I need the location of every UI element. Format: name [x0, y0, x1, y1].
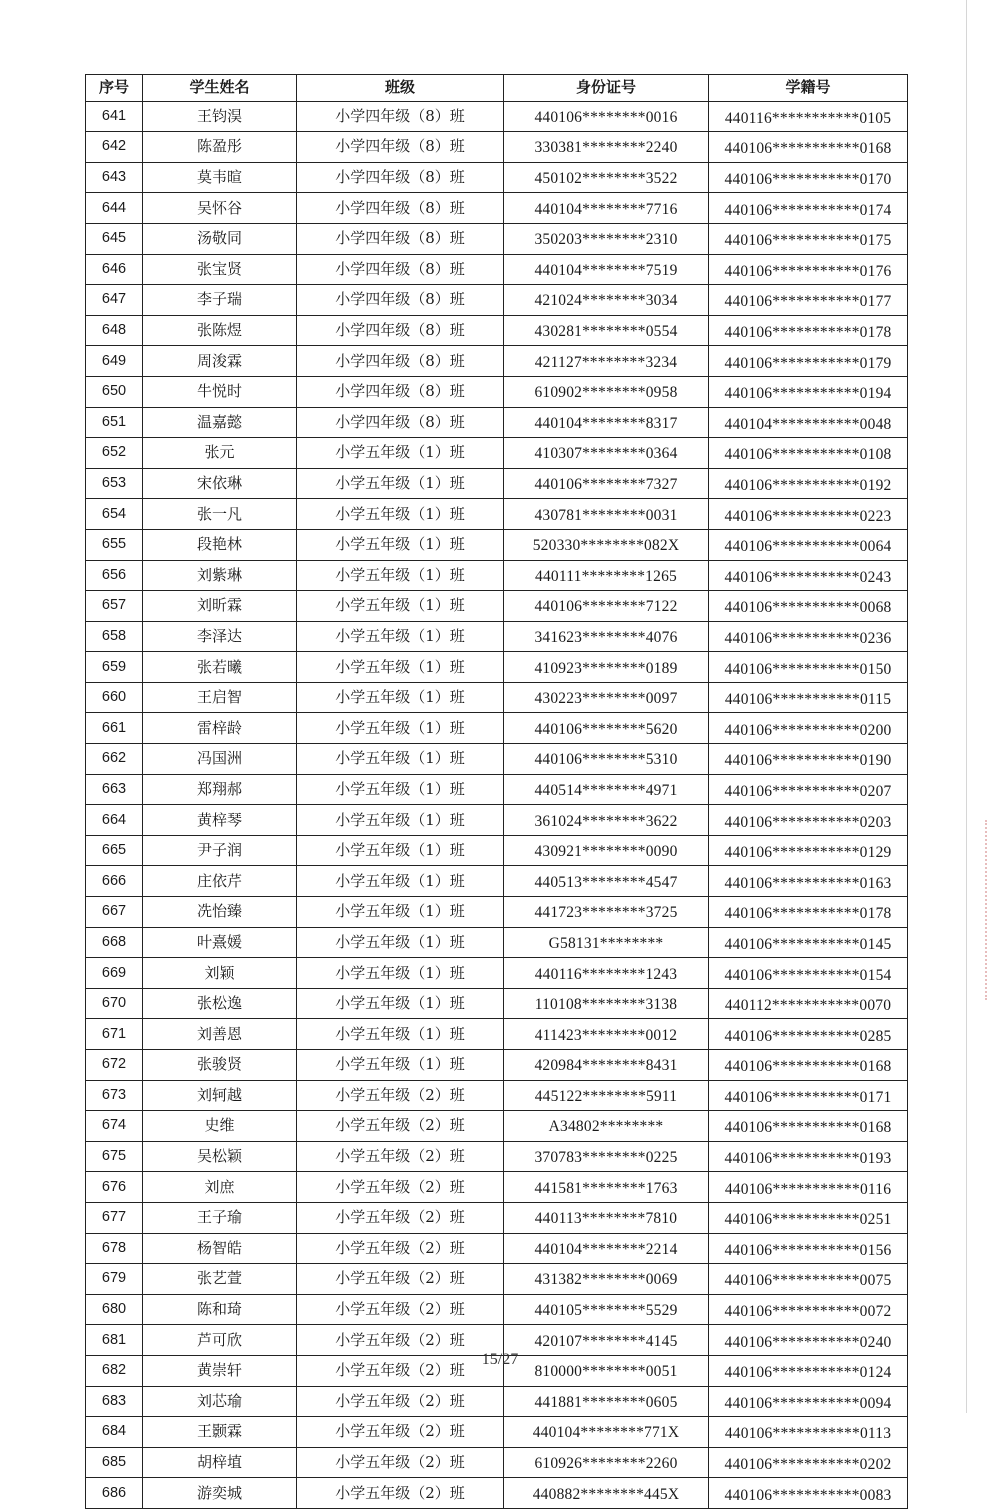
index-cell: 668 — [86, 927, 143, 958]
id-number-cell: 440882********445X — [504, 1478, 709, 1509]
id-number-cell: 440104********8317 — [504, 407, 709, 438]
table-row — [86, 1141, 908, 1172]
table-body — [86, 101, 908, 1508]
table-row — [86, 499, 908, 530]
table-row — [86, 162, 908, 193]
student-name-cell: 黄梓琴 — [143, 805, 297, 836]
student-name-cell: 刘颖 — [143, 958, 297, 989]
id-number-cell: 430223********0097 — [504, 682, 709, 713]
class-cell: 小学五年级（1）班 — [297, 591, 504, 622]
registry-number-cell: 440106***********0163 — [709, 866, 908, 897]
registry-number-cell: 440106***********0193 — [709, 1141, 908, 1172]
table-row — [86, 1386, 908, 1417]
stamp-mark — [985, 820, 995, 1000]
class-cell: 小学四年级（8）班 — [297, 162, 504, 193]
header-class: 班级 — [297, 75, 504, 102]
registry-number-cell: 440106***********0170 — [709, 162, 908, 193]
id-number-cell: 411423********0012 — [504, 1019, 709, 1050]
class-cell: 小学五年级（1）班 — [297, 529, 504, 560]
index-cell: 642 — [86, 132, 143, 163]
table-row — [86, 1111, 908, 1142]
class-cell: 小学五年级（2）班 — [297, 1478, 504, 1509]
id-number-cell: 341623********4076 — [504, 621, 709, 652]
student-name-cell: 温嘉懿 — [143, 407, 297, 438]
index-cell: 672 — [86, 1050, 143, 1081]
student-name-cell: 冯国洲 — [143, 744, 297, 775]
id-number-cell: 431382********0069 — [504, 1264, 709, 1295]
id-number-cell: 440105********5529 — [504, 1294, 709, 1325]
class-cell: 小学四年级（8）班 — [297, 407, 504, 438]
index-cell: 683 — [86, 1386, 143, 1417]
registry-number-cell: 440106***********0156 — [709, 1233, 908, 1264]
index-cell: 666 — [86, 866, 143, 897]
class-cell: 小学五年级（1）班 — [297, 682, 504, 713]
class-cell: 小学五年级（1）班 — [297, 897, 504, 928]
registry-number-cell: 440106***********0124 — [709, 1355, 908, 1386]
class-cell: 小学五年级（2）班 — [297, 1264, 504, 1295]
student-name-cell: 史维 — [143, 1111, 297, 1142]
index-cell: 665 — [86, 835, 143, 866]
student-name-cell: 胡梓埴 — [143, 1447, 297, 1478]
id-number-cell: 440106********5310 — [504, 744, 709, 775]
class-cell: 小学四年级（8）班 — [297, 346, 504, 377]
class-cell: 小学五年级（2）班 — [297, 1111, 504, 1142]
class-cell: 小学五年级（2）班 — [297, 1080, 504, 1111]
registry-number-cell: 440106***********0200 — [709, 713, 908, 744]
index-cell: 684 — [86, 1417, 143, 1448]
class-cell: 小学五年级（1）班 — [297, 744, 504, 775]
id-number-cell: 421024********3034 — [504, 285, 709, 316]
index-cell: 680 — [86, 1294, 143, 1325]
registry-number-cell: 440106***********0203 — [709, 805, 908, 836]
class-cell: 小学五年级（2）班 — [297, 1386, 504, 1417]
registry-number-cell: 440106***********0177 — [709, 285, 908, 316]
student-name-cell: 王子瑜 — [143, 1202, 297, 1233]
class-cell: 小学四年级（8）班 — [297, 315, 504, 346]
class-cell: 小学五年级（1）班 — [297, 499, 504, 530]
class-cell: 小学五年级（1）班 — [297, 560, 504, 591]
student-name-cell: 刘轲越 — [143, 1080, 297, 1111]
table-row — [86, 1202, 908, 1233]
registry-number-cell: 440106***********0194 — [709, 376, 908, 407]
student-name-cell: 张骏贤 — [143, 1050, 297, 1081]
index-cell: 664 — [86, 805, 143, 836]
registry-number-cell: 440106***********0202 — [709, 1447, 908, 1478]
table-row — [86, 713, 908, 744]
class-cell: 小学五年级（1）班 — [297, 958, 504, 989]
student-name-cell: 张陈煜 — [143, 315, 297, 346]
student-name-cell: 张松逸 — [143, 988, 297, 1019]
registry-number-cell: 440106***********0168 — [709, 132, 908, 163]
class-cell: 小学五年级（2）班 — [297, 1172, 504, 1203]
table-row — [86, 254, 908, 285]
index-cell: 670 — [86, 988, 143, 1019]
table-row — [86, 591, 908, 622]
table-row — [86, 1019, 908, 1050]
registry-number-cell: 440106***********0175 — [709, 223, 908, 254]
student-name-cell: 刘芯瑜 — [143, 1386, 297, 1417]
registry-number-cell: 440106***********0145 — [709, 927, 908, 958]
registry-number-cell: 440106***********0171 — [709, 1080, 908, 1111]
class-cell: 小学四年级（8）班 — [297, 193, 504, 224]
student-name-cell: 陈盈彤 — [143, 132, 297, 163]
student-name-cell: 刘紫琳 — [143, 560, 297, 591]
index-cell: 662 — [86, 744, 143, 775]
class-cell: 小学五年级（2）班 — [297, 1202, 504, 1233]
student-name-cell: 陈和琦 — [143, 1294, 297, 1325]
student-name-cell: 宋依琳 — [143, 468, 297, 499]
registry-number-cell: 440106***********0179 — [709, 346, 908, 377]
index-cell: 675 — [86, 1141, 143, 1172]
id-number-cell: 430921********0090 — [504, 835, 709, 866]
registry-number-cell: 440106***********0168 — [709, 1111, 908, 1142]
registry-number-cell: 440106***********0113 — [709, 1417, 908, 1448]
registry-number-cell: 440106***********0075 — [709, 1264, 908, 1295]
id-number-cell: 350203********2310 — [504, 223, 709, 254]
registry-number-cell: 440106***********0178 — [709, 897, 908, 928]
registry-number-cell: 440106***********0094 — [709, 1386, 908, 1417]
student-name-cell: 张艺萱 — [143, 1264, 297, 1295]
registry-number-cell: 440106***********0176 — [709, 254, 908, 285]
id-number-cell: 440104********7716 — [504, 193, 709, 224]
registry-number-cell: 440106***********0190 — [709, 744, 908, 775]
table-row — [86, 835, 908, 866]
index-cell: 656 — [86, 560, 143, 591]
class-cell: 小学四年级（8）班 — [297, 132, 504, 163]
registry-number-cell: 440106***********0192 — [709, 468, 908, 499]
class-cell: 小学四年级（8）班 — [297, 376, 504, 407]
index-cell: 677 — [86, 1202, 143, 1233]
index-cell: 669 — [86, 958, 143, 989]
table-row — [86, 315, 908, 346]
class-cell: 小学五年级（1）班 — [297, 1050, 504, 1081]
table-row — [86, 1478, 908, 1509]
table-row — [86, 652, 908, 683]
student-name-cell: 冼怡臻 — [143, 897, 297, 928]
registry-number-cell: 440116***********0105 — [709, 101, 908, 132]
id-number-cell: 330381********2240 — [504, 132, 709, 163]
student-name-cell: 刘庶 — [143, 1172, 297, 1203]
table-row — [86, 1447, 908, 1478]
id-number-cell: 440106********0016 — [504, 101, 709, 132]
index-cell: 651 — [86, 407, 143, 438]
index-cell: 673 — [86, 1080, 143, 1111]
index-cell: 649 — [86, 346, 143, 377]
registry-number-cell: 440106***********0068 — [709, 591, 908, 622]
id-number-cell: 441881********0605 — [504, 1386, 709, 1417]
id-number-cell: 610902********0958 — [504, 376, 709, 407]
id-number-cell: 440106********5620 — [504, 713, 709, 744]
table-row — [86, 1417, 908, 1448]
student-name-cell: 杨智皓 — [143, 1233, 297, 1264]
table-row — [86, 1264, 908, 1295]
id-number-cell: 440111********1265 — [504, 560, 709, 591]
registry-number-cell: 440106***********0251 — [709, 1202, 908, 1233]
header-student-name: 学生姓名 — [143, 75, 297, 102]
id-number-cell: 810000********0051 — [504, 1355, 709, 1386]
class-cell: 小学五年级（1）班 — [297, 438, 504, 469]
student-name-cell: 郑翔郝 — [143, 774, 297, 805]
id-number-cell: 440514********4971 — [504, 774, 709, 805]
table-row — [86, 897, 908, 928]
class-cell: 小学五年级（1）班 — [297, 835, 504, 866]
student-name-cell: 叶熹媛 — [143, 927, 297, 958]
table-row — [86, 193, 908, 224]
student-name-cell: 李子瑞 — [143, 285, 297, 316]
registry-number-cell: 440106***********0150 — [709, 652, 908, 683]
page-number: 15/27 — [481, 1351, 519, 1368]
registry-number-cell: 440106***********0072 — [709, 1294, 908, 1325]
index-cell: 646 — [86, 254, 143, 285]
registry-number-cell: 440104***********0048 — [709, 407, 908, 438]
table-row — [86, 132, 908, 163]
table-row — [86, 744, 908, 775]
id-number-cell: 440104********771X — [504, 1417, 709, 1448]
class-cell: 小学五年级（1）班 — [297, 621, 504, 652]
index-cell: 681 — [86, 1325, 143, 1356]
student-name-cell: 张一凡 — [143, 499, 297, 530]
table-row — [86, 1080, 908, 1111]
index-cell: 648 — [86, 315, 143, 346]
class-cell: 小学五年级（1）班 — [297, 805, 504, 836]
id-number-cell: 420984********8431 — [504, 1050, 709, 1081]
id-number-cell: 441581********1763 — [504, 1172, 709, 1203]
index-cell: 674 — [86, 1111, 143, 1142]
student-name-cell: 牛悦时 — [143, 376, 297, 407]
student-name-cell: 莫韦暄 — [143, 162, 297, 193]
header-student-registry-number: 学籍号 — [709, 75, 908, 102]
class-cell: 小学五年级（1）班 — [297, 468, 504, 499]
registry-number-cell: 440106***********0178 — [709, 315, 908, 346]
index-cell: 679 — [86, 1264, 143, 1295]
id-number-cell: 370783********0225 — [504, 1141, 709, 1172]
class-cell: 小学五年级（1）班 — [297, 988, 504, 1019]
table-row — [86, 774, 908, 805]
table-row — [86, 223, 908, 254]
table-row — [86, 621, 908, 652]
index-cell: 657 — [86, 591, 143, 622]
table-row — [86, 560, 908, 591]
index-cell: 663 — [86, 774, 143, 805]
registry-number-cell: 440106***********0108 — [709, 438, 908, 469]
index-cell: 685 — [86, 1447, 143, 1478]
table-row — [86, 285, 908, 316]
class-cell: 小学四年级（8）班 — [297, 223, 504, 254]
student-name-cell: 汤敬同 — [143, 223, 297, 254]
student-name-cell: 张宝贤 — [143, 254, 297, 285]
student-name-cell: 周浚霖 — [143, 346, 297, 377]
index-cell: 647 — [86, 285, 143, 316]
id-number-cell: 520330********082X — [504, 529, 709, 560]
student-name-cell: 刘昕霖 — [143, 591, 297, 622]
registry-number-cell: 440106***********0285 — [709, 1019, 908, 1050]
header-index: 序号 — [86, 75, 143, 102]
index-cell: 644 — [86, 193, 143, 224]
id-number-cell: 441723********3725 — [504, 897, 709, 928]
table-header-row — [86, 75, 908, 102]
id-number-cell: 361024********3622 — [504, 805, 709, 836]
student-name-cell: 游奕城 — [143, 1478, 297, 1509]
registry-number-cell: 440106***********0129 — [709, 835, 908, 866]
id-number-cell: 430781********0031 — [504, 499, 709, 530]
id-number-cell: 440104********7519 — [504, 254, 709, 285]
student-name-cell: 黄崇轩 — [143, 1355, 297, 1386]
student-name-cell: 吴松颖 — [143, 1141, 297, 1172]
index-cell: 658 — [86, 621, 143, 652]
id-number-cell: 440104********2214 — [504, 1233, 709, 1264]
id-number-cell: 440106********7122 — [504, 591, 709, 622]
id-number-cell: 440513********4547 — [504, 866, 709, 897]
index-cell: 660 — [86, 682, 143, 713]
table-row — [86, 682, 908, 713]
index-cell: 652 — [86, 438, 143, 469]
index-cell: 653 — [86, 468, 143, 499]
class-cell: 小学五年级（1）班 — [297, 1019, 504, 1050]
class-cell: 小学五年级（1）班 — [297, 713, 504, 744]
id-number-cell: 450102********3522 — [504, 162, 709, 193]
id-number-cell: 610926********2260 — [504, 1447, 709, 1478]
registry-number-cell: 440112***********0070 — [709, 988, 908, 1019]
table-row — [86, 529, 908, 560]
class-cell: 小学四年级（8）班 — [297, 101, 504, 132]
class-cell: 小学五年级（2）班 — [297, 1355, 504, 1386]
id-number-cell: 440116********1243 — [504, 958, 709, 989]
table-row — [86, 376, 908, 407]
table-row — [86, 1233, 908, 1264]
class-cell: 小学五年级（2）班 — [297, 1417, 504, 1448]
class-cell: 小学五年级（2）班 — [297, 1447, 504, 1478]
student-roster-table — [85, 74, 908, 1509]
registry-number-cell: 440106***********0240 — [709, 1325, 908, 1356]
index-cell: 650 — [86, 376, 143, 407]
id-number-cell: A34802******** — [504, 1111, 709, 1142]
header-id-number: 身份证号 — [504, 75, 709, 102]
registry-number-cell: 440106***********0223 — [709, 499, 908, 530]
registry-number-cell: 440106***********0243 — [709, 560, 908, 591]
student-name-cell: 尹子润 — [143, 835, 297, 866]
class-cell: 小学五年级（2）班 — [297, 1141, 504, 1172]
id-number-cell: 420107********4145 — [504, 1325, 709, 1356]
scan-edge-line — [966, 0, 967, 1413]
table-row — [86, 1172, 908, 1203]
id-number-cell: 440113********7810 — [504, 1202, 709, 1233]
index-cell: 678 — [86, 1233, 143, 1264]
id-number-cell: 445122********5911 — [504, 1080, 709, 1111]
table-row — [86, 958, 908, 989]
table-row — [86, 988, 908, 1019]
index-cell: 671 — [86, 1019, 143, 1050]
registry-number-cell: 440106***********0174 — [709, 193, 908, 224]
class-cell: 小学五年级（2）班 — [297, 1233, 504, 1264]
table-row — [86, 805, 908, 836]
class-cell: 小学四年级（8）班 — [297, 254, 504, 285]
registry-number-cell: 440106***********0064 — [709, 529, 908, 560]
table-row — [86, 101, 908, 132]
student-name-cell: 王钧淏 — [143, 101, 297, 132]
registry-number-cell: 440106***********0154 — [709, 958, 908, 989]
index-cell: 676 — [86, 1172, 143, 1203]
class-cell: 小学五年级（2）班 — [297, 1325, 504, 1356]
id-number-cell: 430281********0554 — [504, 315, 709, 346]
index-cell: 643 — [86, 162, 143, 193]
class-cell: 小学五年级（1）班 — [297, 774, 504, 805]
student-name-cell: 李泽达 — [143, 621, 297, 652]
index-cell: 659 — [86, 652, 143, 683]
index-cell: 682 — [86, 1355, 143, 1386]
table-row — [86, 927, 908, 958]
index-cell: 654 — [86, 499, 143, 530]
student-name-cell: 芦可欣 — [143, 1325, 297, 1356]
id-number-cell: 110108********3138 — [504, 988, 709, 1019]
student-name-cell: 王启智 — [143, 682, 297, 713]
class-cell: 小学五年级（1）班 — [297, 866, 504, 897]
index-cell: 655 — [86, 529, 143, 560]
table-row — [86, 1050, 908, 1081]
index-cell: 661 — [86, 713, 143, 744]
student-name-cell: 刘善恩 — [143, 1019, 297, 1050]
index-cell: 667 — [86, 897, 143, 928]
registry-number-cell: 440106***********0115 — [709, 682, 908, 713]
registry-number-cell: 440106***********0236 — [709, 621, 908, 652]
table-row — [86, 346, 908, 377]
id-number-cell: 410923********0189 — [504, 652, 709, 683]
student-name-cell: 雷梓龄 — [143, 713, 297, 744]
class-cell: 小学五年级（2）班 — [297, 1294, 504, 1325]
class-cell: 小学五年级（1）班 — [297, 652, 504, 683]
student-name-cell: 王颢霖 — [143, 1417, 297, 1448]
table-row — [86, 407, 908, 438]
student-name-cell: 张若曦 — [143, 652, 297, 683]
id-number-cell: G58131******** — [504, 927, 709, 958]
registry-number-cell: 440106***********0207 — [709, 774, 908, 805]
index-cell: 641 — [86, 101, 143, 132]
table-row — [86, 866, 908, 897]
id-number-cell: 410307********0364 — [504, 438, 709, 469]
class-cell: 小学五年级（1）班 — [297, 927, 504, 958]
table-row — [86, 1294, 908, 1325]
student-name-cell: 吴怀谷 — [143, 193, 297, 224]
student-name-cell: 段艳林 — [143, 529, 297, 560]
id-number-cell: 421127********3234 — [504, 346, 709, 377]
registry-number-cell: 440106***********0116 — [709, 1172, 908, 1203]
index-cell: 645 — [86, 223, 143, 254]
registry-number-cell: 440106***********0168 — [709, 1050, 908, 1081]
index-cell: 686 — [86, 1478, 143, 1509]
class-cell: 小学四年级（8）班 — [297, 285, 504, 316]
table-row — [86, 438, 908, 469]
student-name-cell: 张元 — [143, 438, 297, 469]
registry-number-cell: 440106***********0083 — [709, 1478, 908, 1509]
table-row — [86, 468, 908, 499]
id-number-cell: 440106********7327 — [504, 468, 709, 499]
student-name-cell: 庄依芹 — [143, 866, 297, 897]
